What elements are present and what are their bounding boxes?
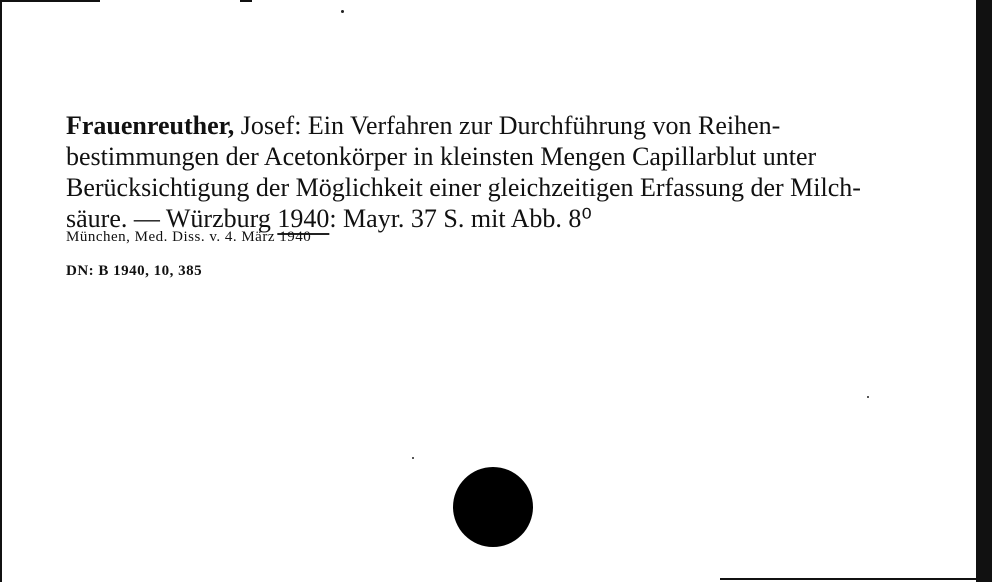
card-edge-bottom bbox=[720, 578, 976, 580]
entry-line-3: Berücksichtigung der Möglichkeit einer gleichzeitigen Erfassung der Milch- bbox=[66, 173, 861, 202]
scan-speck bbox=[867, 396, 869, 398]
publication-year: 1940 bbox=[277, 204, 330, 233]
scan-speck bbox=[341, 10, 344, 13]
card-edge-right bbox=[976, 0, 992, 582]
entry-line-1 bbox=[66, 110, 926, 141]
card-edge-top-mark bbox=[240, 0, 252, 2]
publisher-info: : Mayr. 37 S. mit Abb. 8⁰ bbox=[329, 204, 592, 233]
entry-line-2: bestimmungen der Acetonkörper in kleinsten Mengen Capillarblut unter bbox=[66, 142, 817, 171]
card-punch-hole bbox=[453, 467, 533, 547]
title-end: säure. — Würzburg bbox=[66, 204, 278, 233]
title-start: Josef: Ein Verfahren zur Durchführung von Reihen- bbox=[234, 111, 781, 140]
dn-reference: DN: B 1940, 10, 385 bbox=[66, 263, 203, 279]
dissertation-note: München, Med. Diss. v. 4. März 1940 bbox=[66, 229, 312, 245]
card-edge-top bbox=[0, 0, 100, 2]
catalog-entry bbox=[66, 110, 926, 234]
card-edge-left bbox=[0, 0, 2, 582]
author-name: Frauenreuther, bbox=[66, 111, 235, 140]
scan-speck bbox=[412, 457, 414, 459]
